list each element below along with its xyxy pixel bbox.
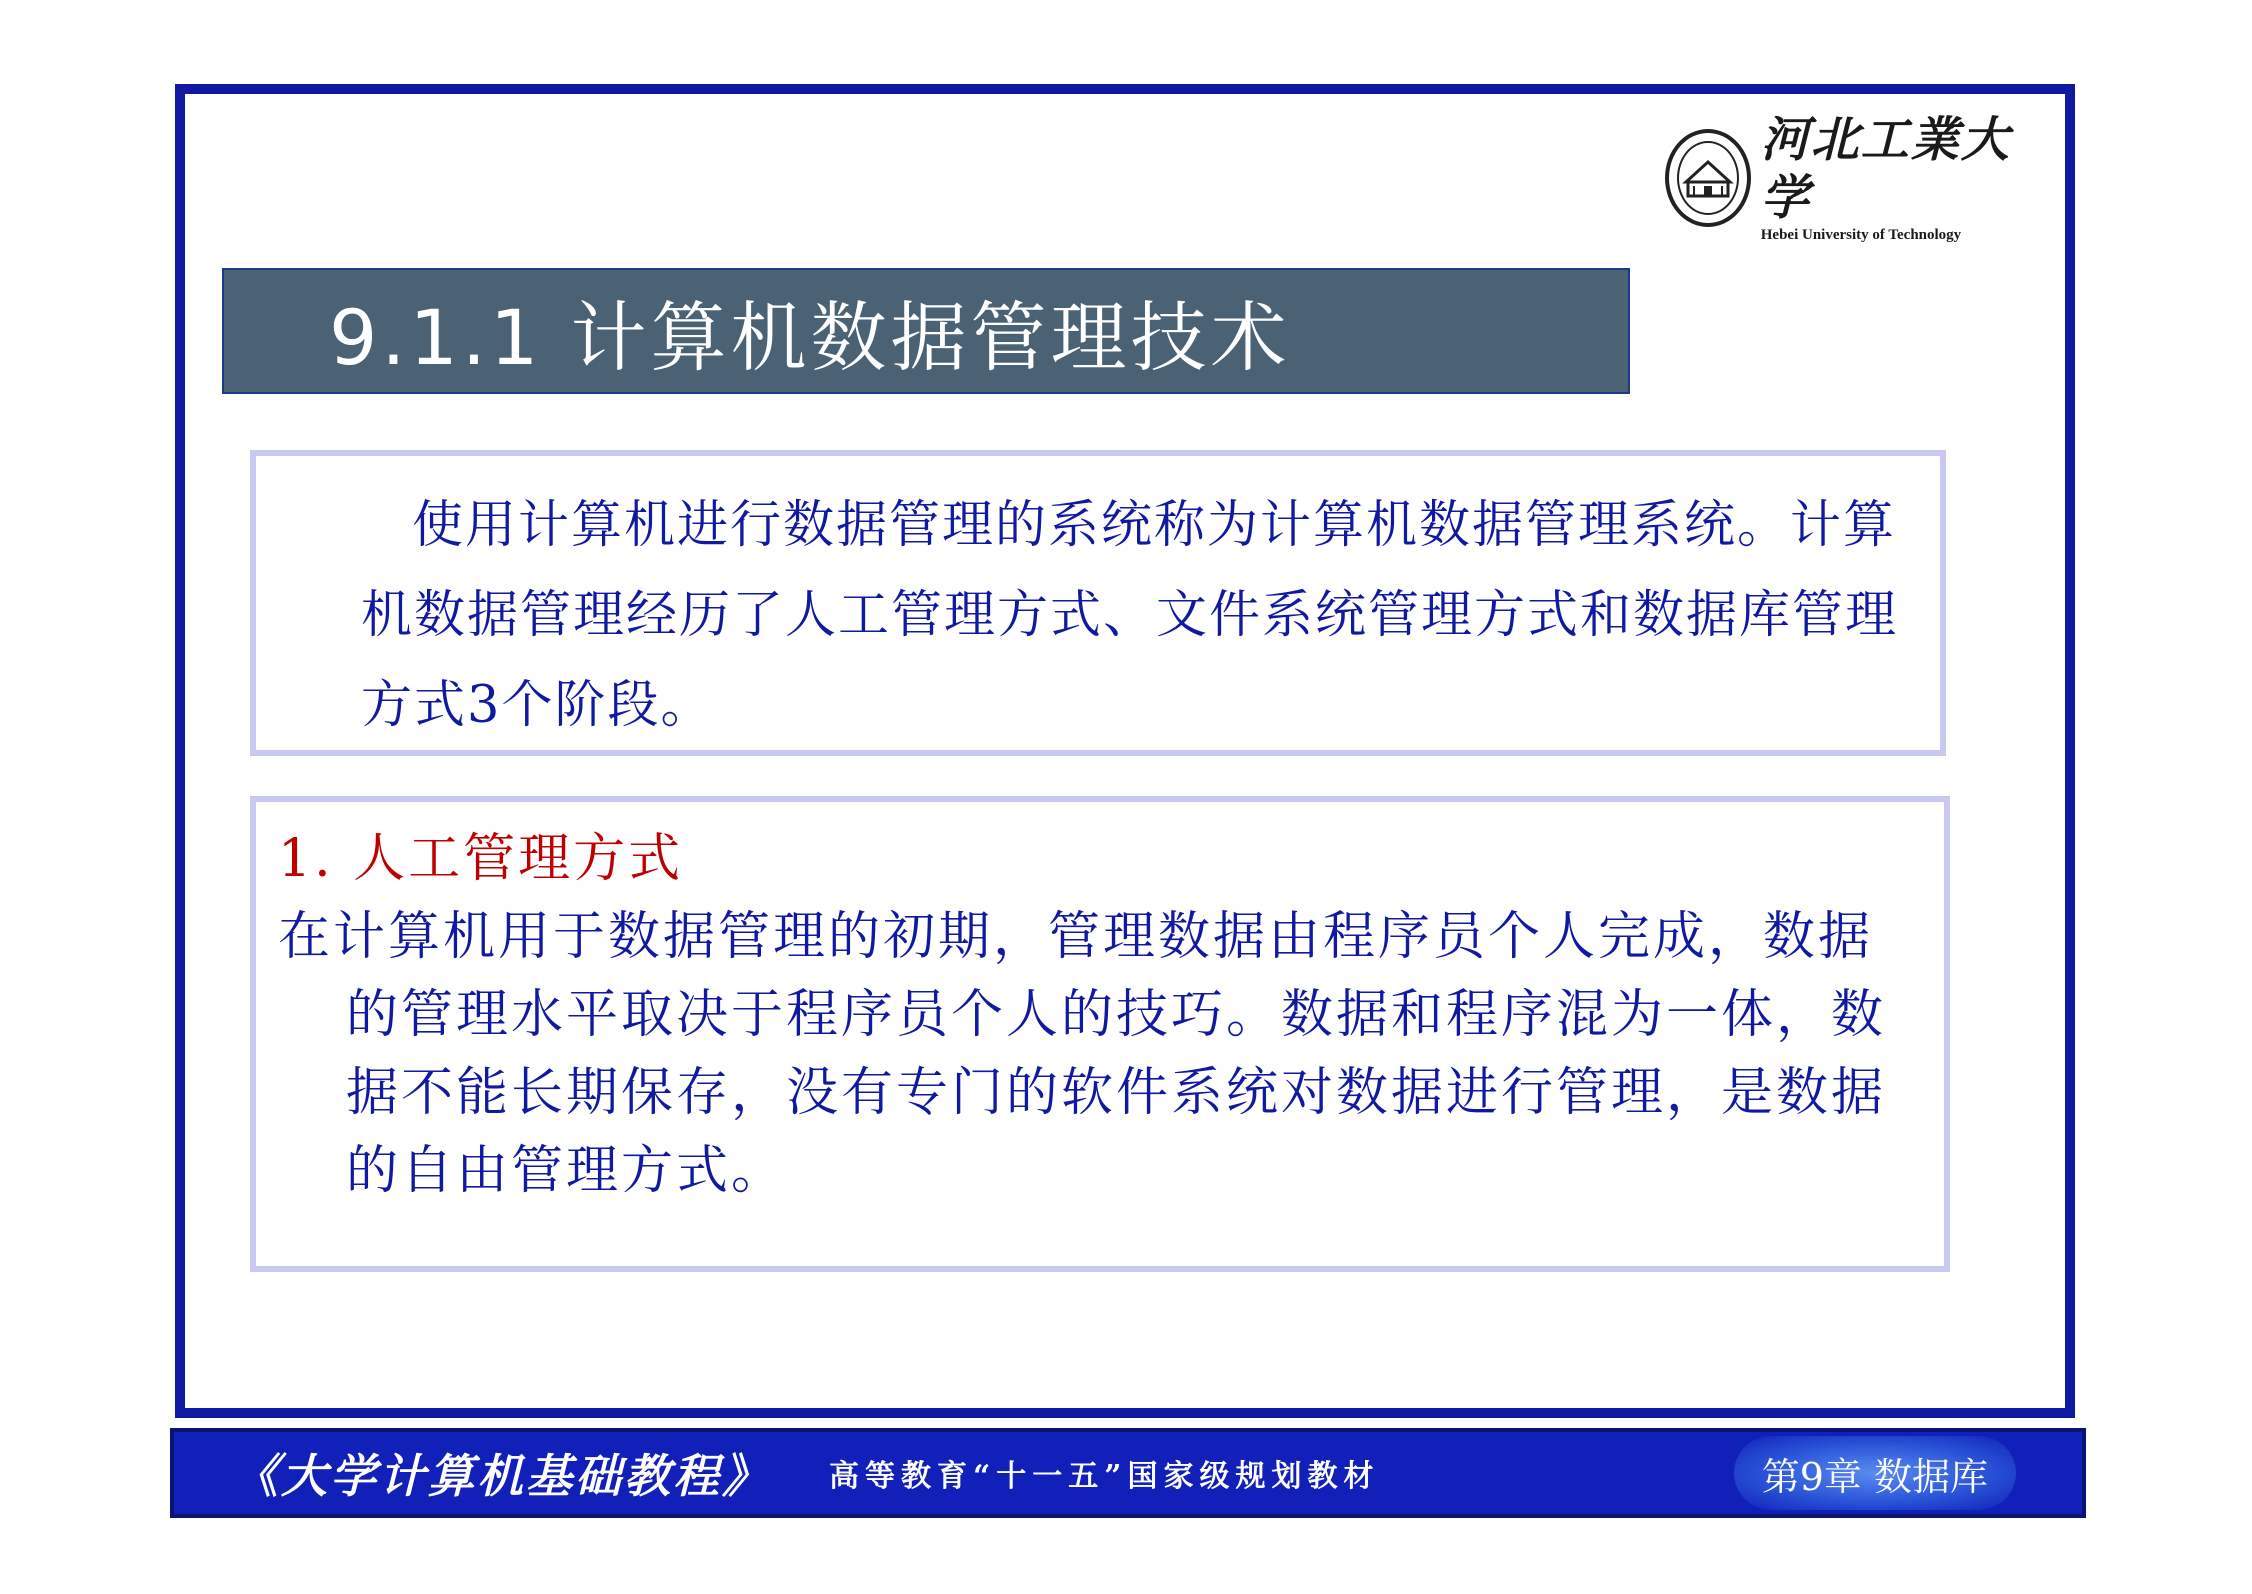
- logo-name-cn: 河北工業大学: [1760, 112, 2011, 226]
- footer-book-title: 《大学计算机基础教程》: [232, 1449, 771, 1503]
- intro-box: [250, 450, 1946, 756]
- page-title: 9.1.1 计算机数据管理技术: [329, 292, 1291, 382]
- university-seal-icon: [1665, 129, 1751, 227]
- section-heading: 1. 人工管理方式: [278, 829, 684, 889]
- title-bar: [222, 268, 1630, 394]
- footer-bar: [170, 1428, 2086, 1518]
- footer-chapter-badge: [1734, 1436, 2016, 1510]
- footer-subtitle: 高等教育“十一五”国家级规划教材: [829, 1459, 1380, 1494]
- footer-chapter-label: 第9章 数据库: [1761, 1454, 1988, 1499]
- logo-name-en: Hebei University of Technology: [1760, 227, 1962, 243]
- intro-text: 使用计算机进行数据管理的系统称为计算机数据管理系统。计算机数据管理经历了人工管理方式、文件系统管理方式和数据库管理方式3个阶段。: [361, 496, 1899, 735]
- university-logo: [1665, 112, 2020, 243]
- section-box: [250, 796, 1950, 1272]
- section-body: 在计算机用于数据管理的初期，管理数据由程序员个人完成，数据的管理水平取决于程序员个人的技巧。数据和程序混为一体，数据不能长期保存，没有专门的软件系统对数据进行管理，是数据的自由管理方式。: [278, 907, 1887, 1201]
